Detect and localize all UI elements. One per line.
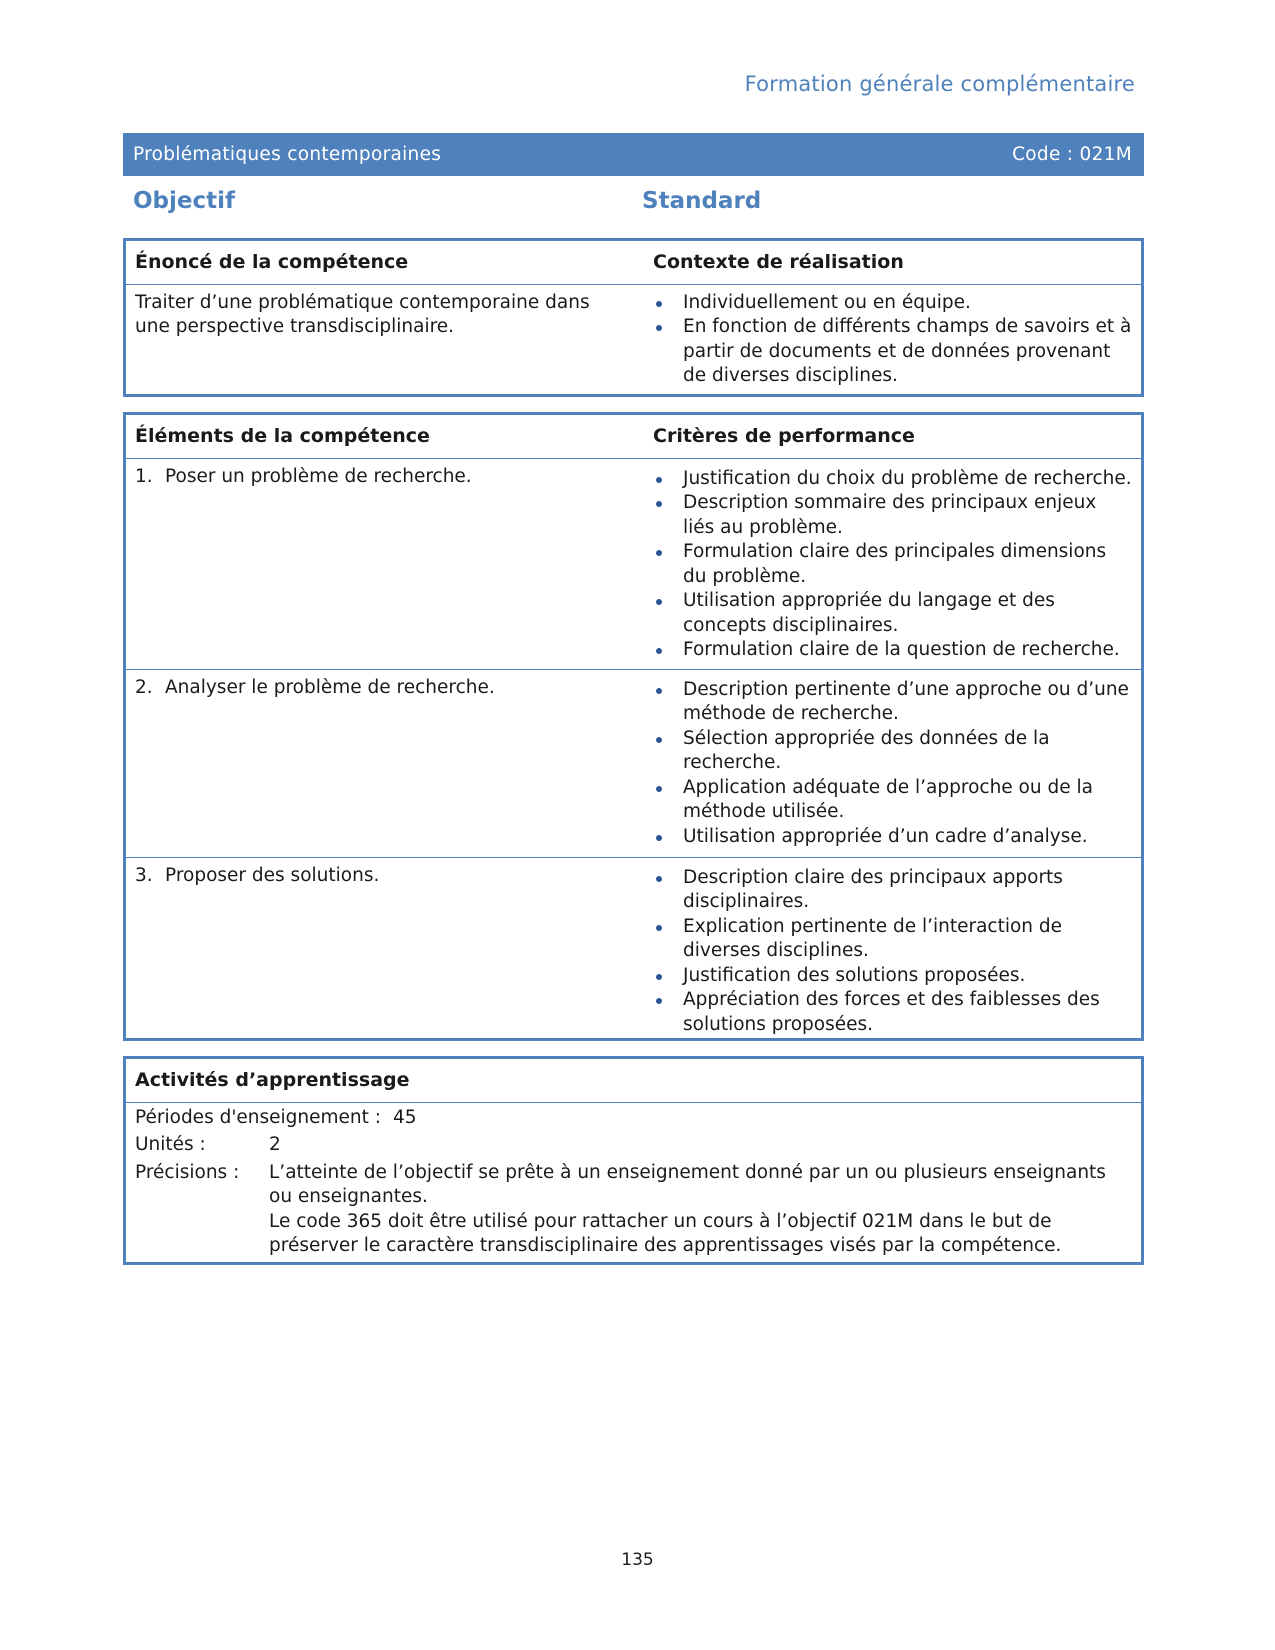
units-label: Unités : [135,1134,206,1155]
standard-heading: Standard [642,188,762,214]
details-text [269,1161,1132,1259]
list-item: En fonction de différents champs de savoirs et à partir de documents et de données provenant de diverses disciplines. [653,315,1132,389]
table-row [126,459,1141,670]
course-title-bar [123,133,1144,176]
section-headings [123,188,1144,224]
list-item: Description pertinente d’une approche ou d’une méthode de recherche. [653,678,1132,727]
table-header-row [126,415,1141,459]
header-criteria: Critères de performance [653,425,915,447]
criteria-list [635,459,1141,669]
header-statement: Énoncé de la compétence [135,251,409,273]
list-item: Appréciation des forces et des faiblesses des solutions proposées. [653,988,1132,1037]
periods-line [135,1106,1132,1131]
details-line [135,1161,1132,1259]
list-item: Individuellement ou en équipe. [653,291,1132,316]
list-item: Justification des solutions proposées. [653,964,1132,989]
context-list [635,285,1141,395]
details-label: Précisions : [135,1161,240,1183]
table-header-row [126,1059,1141,1103]
periods-value: 45 [393,1106,417,1128]
table-row [126,670,1141,858]
list-item: Utilisation appropriée d’un cadre d’analyse. [653,825,1132,850]
element-cell: 2. Analyser le problème de recherche. [135,676,495,698]
course-code: Code : 021M [1012,144,1132,165]
list-item: Application adéquate de l’approche ou de la méthode utilisée. [653,776,1132,825]
list-item: Formulation claire de la question de recherche. [653,638,1132,663]
competency-statement: Traiter d’une problématique contemporaine dans une perspective transdisciplinaire. [135,291,590,337]
competency-elements-table [123,412,1144,1041]
list-item: Description sommaire des principaux enjeux liés au problème. [653,491,1132,540]
list-item: Formulation claire des principales dimensions du problème. [653,540,1132,589]
running-header: Formation générale complémentaire [744,72,1135,96]
criteria-list [635,670,1141,857]
header-elements: Éléments de la compétence [135,425,430,447]
learning-activities-table [123,1056,1144,1265]
element-cell: 1. Poser un problème de recherche. [135,465,472,487]
element-text: Proposer des solutions. [165,864,380,886]
activities-details [126,1103,1141,1265]
element-cell: 3. Proposer des solutions. [135,864,380,886]
units-line [135,1133,1132,1158]
objectif-heading: Objectif [133,188,236,214]
criteria-list [635,858,1141,1044]
header-context: Contexte de réalisation [653,251,904,273]
table-header-row [126,241,1141,285]
table-row [126,858,1141,1044]
course-title: Problématiques contemporaines [133,144,442,165]
header-activities: Activités d’apprentissage [135,1069,410,1091]
list-item: Description claire des principaux apports disciplinaires. [653,866,1132,915]
page-number: 135 [621,1550,654,1570]
periods-label: Périodes d'enseignement : [135,1106,382,1128]
list-item: Explication pertinente de l’interaction de diverses disciplines. [653,915,1132,964]
list-item: Justification du choix du problème de recherche. [653,467,1132,492]
table-row [126,285,1141,395]
list-item: Utilisation appropriée du langage et des concepts disciplinaires. [653,589,1132,638]
competency-statement-table [123,238,1144,397]
detail-paragraph: L’atteinte de l’objectif se prête à un enseignement donné par un ou plusieurs enseignants ou enseignantes. [269,1161,1106,1207]
element-text: Analyser le problème de recherche. [165,676,495,698]
list-item: Sélection appropriée des données de la recherche. [653,727,1132,776]
detail-paragraph: Le code 365 doit être utilisé pour rattacher un cours à l’objectif 021M dans le but de préserver le caractère transdisciplinaire des apprentissages visés par la compétence. [269,1210,1062,1256]
table-row [126,1103,1141,1265]
element-text: Poser un problème de recherche. [165,465,472,487]
units-value: 2 [269,1134,281,1155]
